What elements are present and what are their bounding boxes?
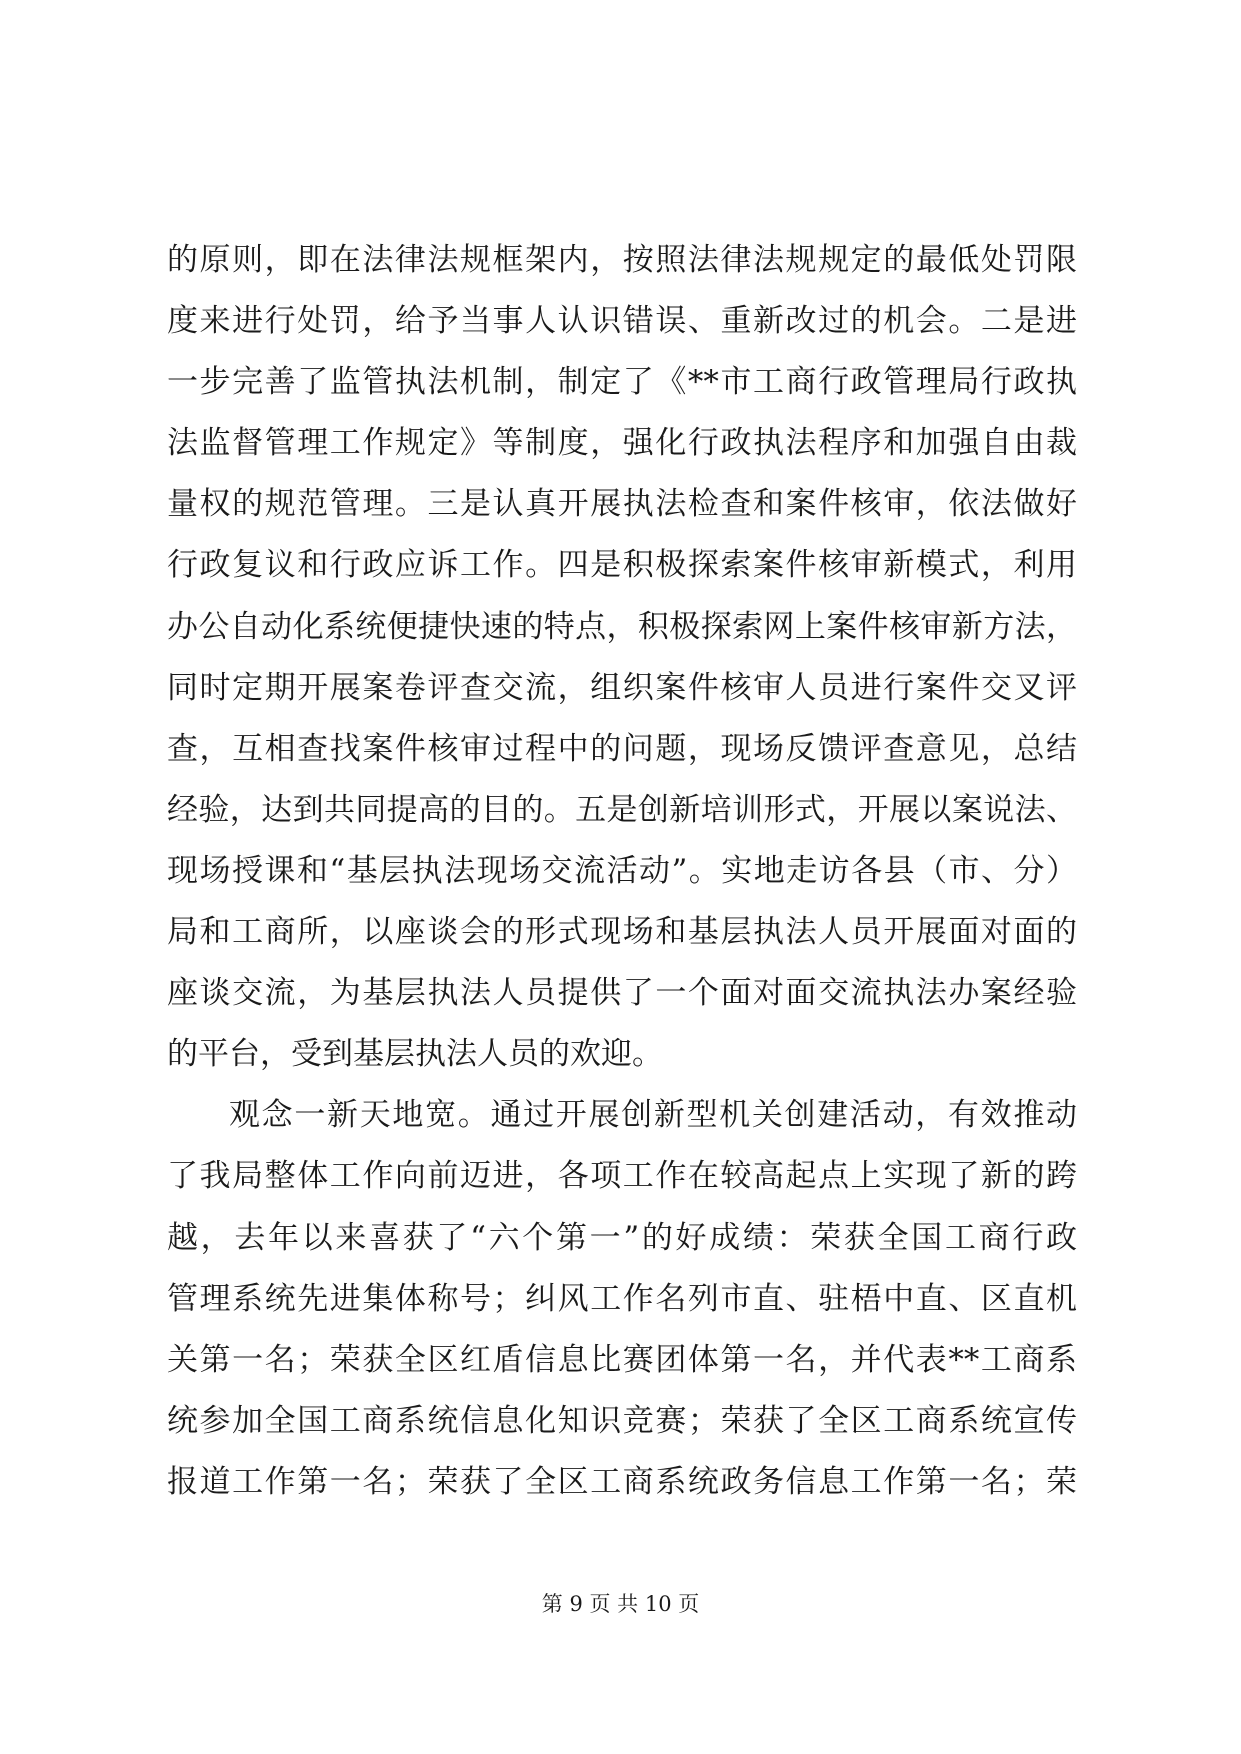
page-number-footer: 第 9 页 共 10 页 xyxy=(541,1592,700,1616)
text-line: 统参加全国工商系统信息化知识竞赛；荣获了全区工商系统宣传 xyxy=(167,1402,1077,1439)
text-line: 办公自动化系统便捷快速的特点，积极探索网上案件核审新方法， xyxy=(167,608,1077,645)
text-line: 管理系统先进集体称号；纠风工作名列市直、驻梧中直、区直机 xyxy=(167,1280,1077,1317)
text-line: 的平台，受到基层执法人员的欢迎。 xyxy=(167,1036,663,1073)
text-line: 观念一新天地宽。通过开展创新型机关创建活动，有效推动 xyxy=(229,1097,1077,1134)
text-line: 行政复议和行政应诉工作。四是积极探索案件核审新模式，利用 xyxy=(167,547,1077,584)
text-line: 了我局整体工作向前迈进，各项工作在较高起点上实现了新的跨 xyxy=(167,1158,1077,1195)
text-line: 越，去年以来喜获了“六个第一”的好成绩：荣获全国工商行政 xyxy=(167,1219,1077,1256)
paragraph-2 xyxy=(167,1085,1077,1513)
text-line: 法监督管理工作规定》等制度，强化行政执法程序和加强自由裁 xyxy=(167,425,1077,462)
text-line: 查，互相查找案件核审过程中的问题，现场反馈评查意见，总结 xyxy=(167,730,1077,767)
text-line: 量权的规范管理。三是认真开展执法检查和案件核审，依法做好 xyxy=(167,486,1077,523)
text-line: 报道工作第一名；荣获了全区工商系统政务信息工作第一名；荣 xyxy=(167,1463,1077,1500)
body-text xyxy=(167,230,1077,1513)
text-line: 现场授课和“基层执法现场交流活动”。实地走访各县（市、分） xyxy=(167,852,1077,889)
text-line: 关第一名；荣获全区红盾信息比赛团体第一名，并代表**工商系 xyxy=(167,1341,1077,1378)
text-line: 经验，达到共同提高的目的。五是创新培训形式，开展以案说法、 xyxy=(167,791,1077,828)
text-line: 同时定期开展案卷评查交流，组织案件核审人员进行案件交叉评 xyxy=(167,669,1077,706)
text-line: 座谈交流，为基层执法人员提供了一个面对面交流执法办案经验 xyxy=(167,975,1077,1012)
text-line: 一步完善了监管执法机制，制定了《**市工商行政管理局行政执 xyxy=(167,364,1077,401)
text-line: 的原则，即在法律法规框架内，按照法律法规规定的最低处罚限 xyxy=(167,242,1077,278)
paragraph-1 xyxy=(167,230,1077,1085)
text-line: 度来进行处罚，给予当事人认识错误、重新改过的机会。二是进 xyxy=(167,303,1077,340)
text-line: 局和工商所，以座谈会的形式现场和基层执法人员开展面对面的 xyxy=(167,914,1077,951)
